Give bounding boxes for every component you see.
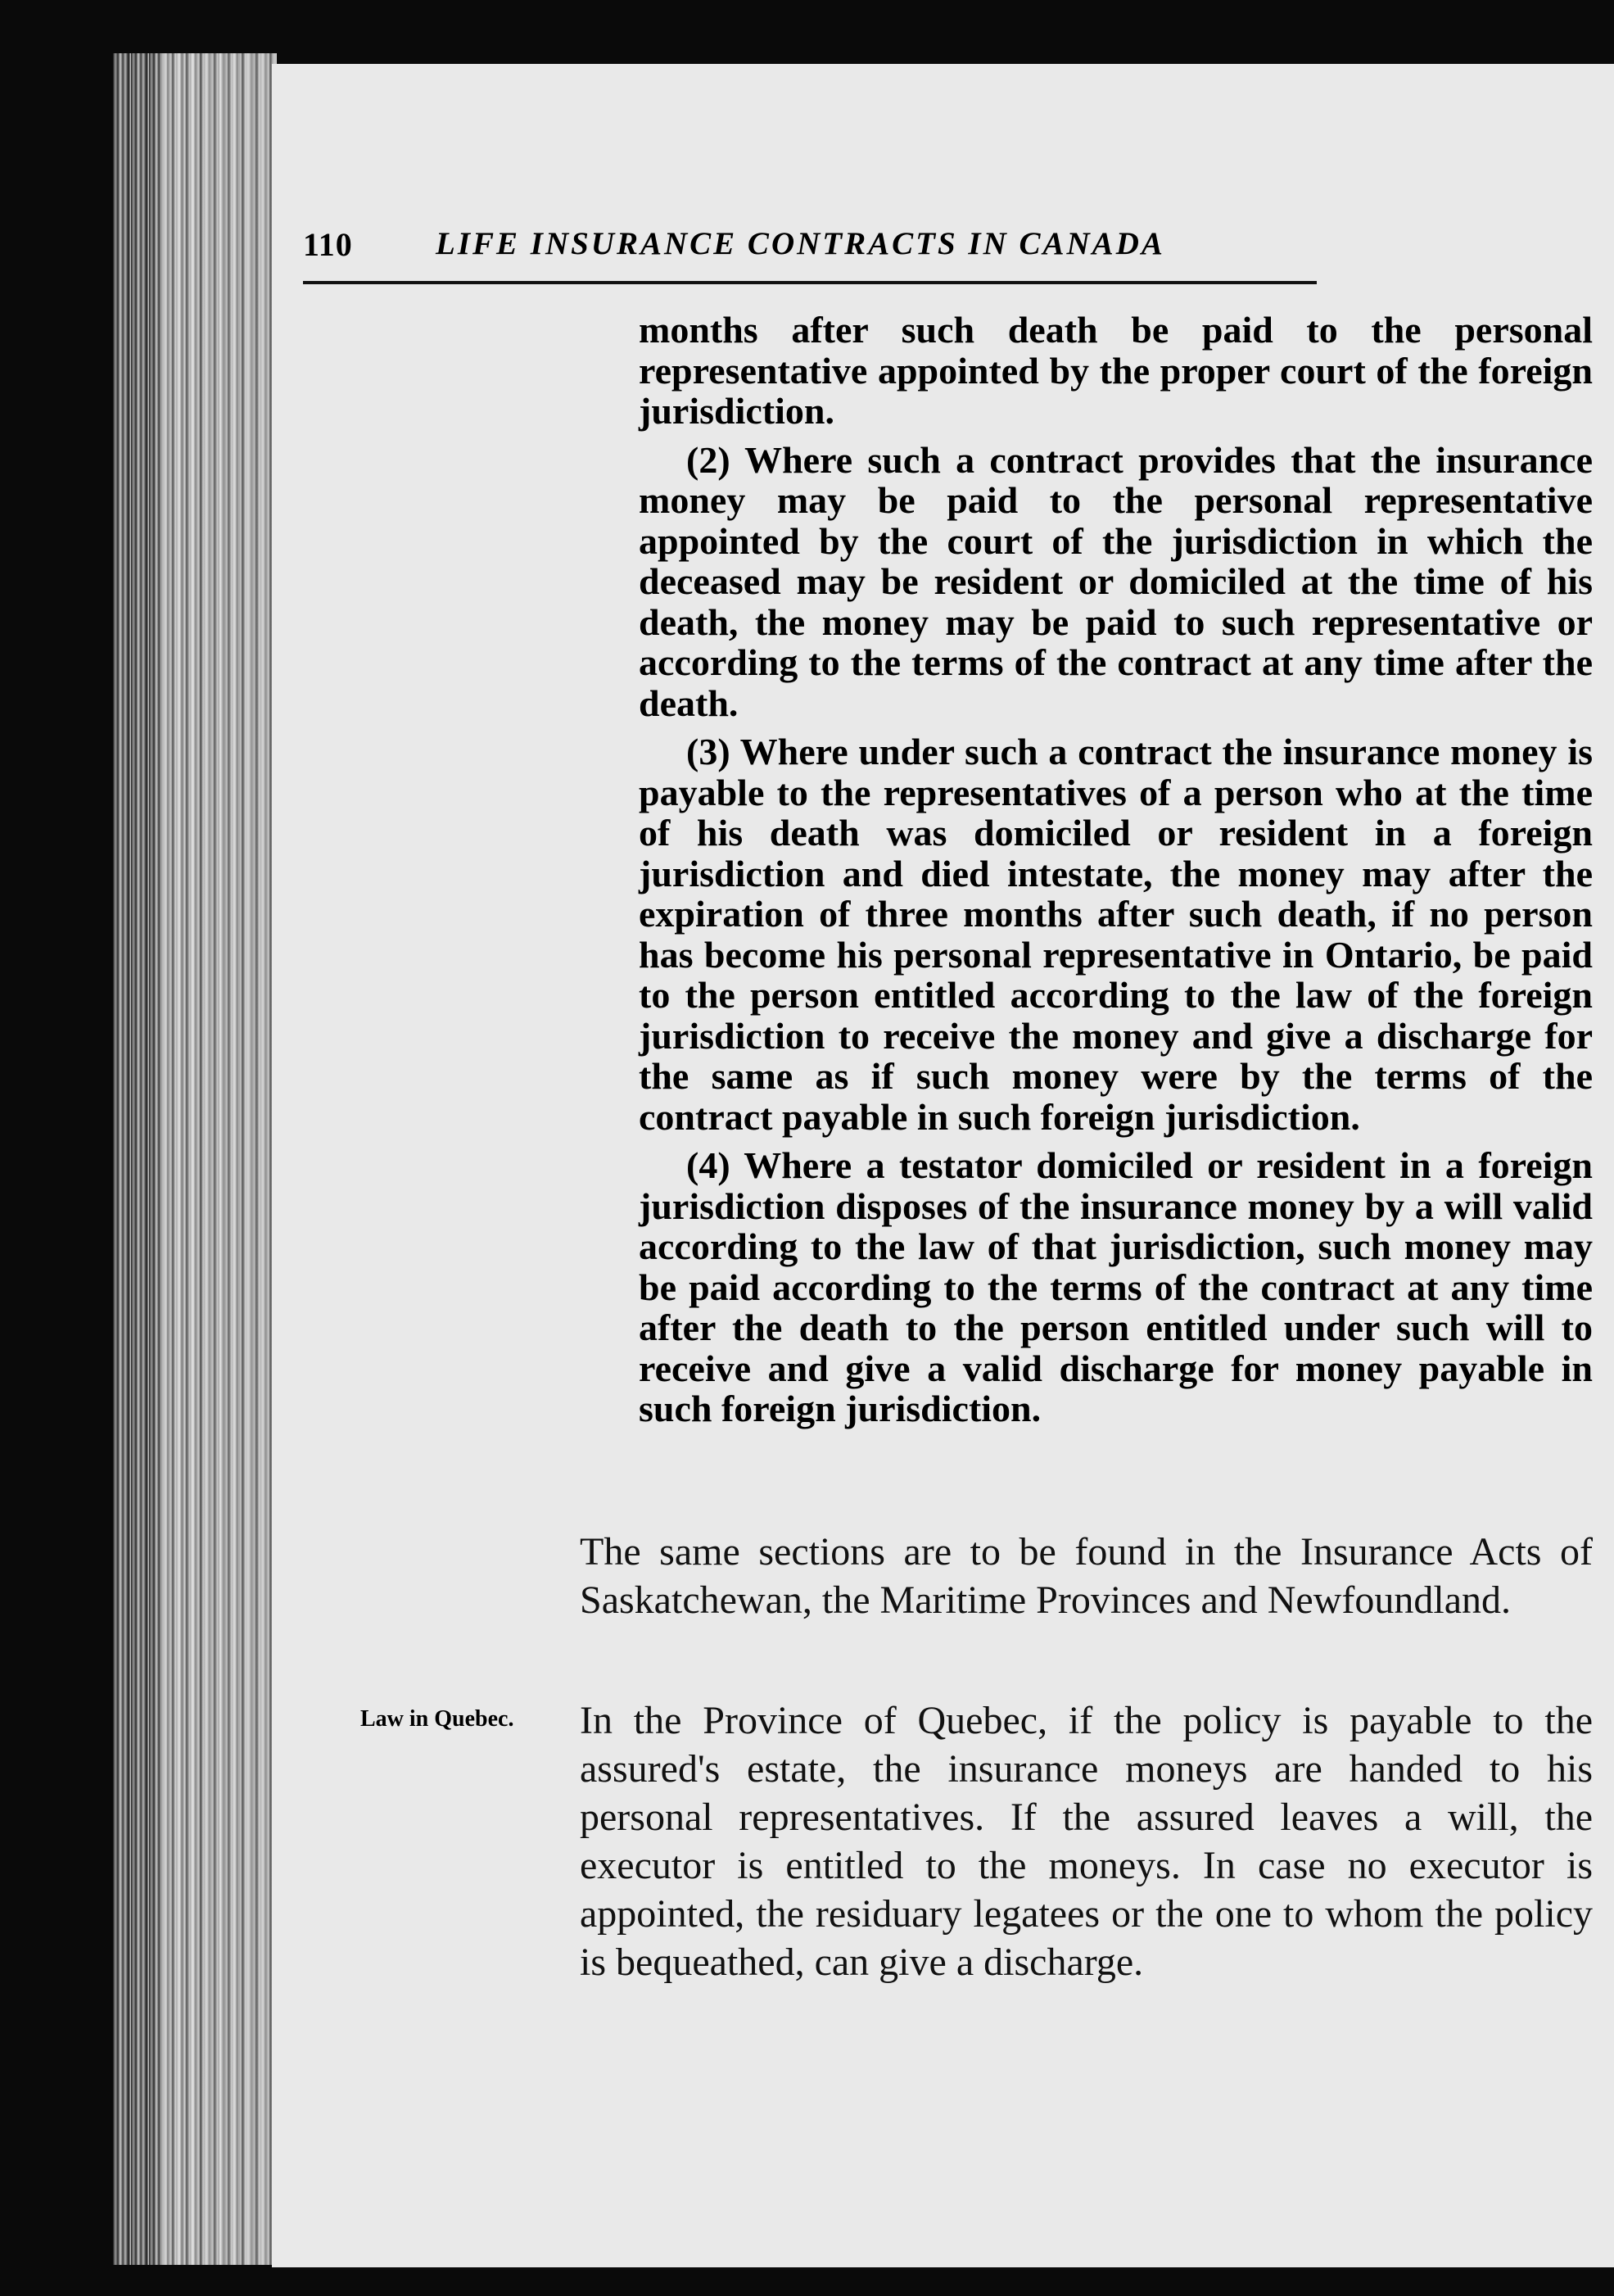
page-edges xyxy=(113,53,277,2265)
header-rule xyxy=(303,281,1317,284)
body-paragraph-same-sections: The same sections are to be found in the Insurance Acts of Saskatchewan, the Maritime Provinces and Newfoundland. xyxy=(580,1530,1593,1622)
body-paragraph-quebec: In the Province of Quebec, if the policy is payable to the assured's estate, the insurance moneys are handed to his personal representatives. If the assured leaves a will, the executor is entitled to the moneys. In case no executor is appointed, the residuary legatees or the one to whom the policy is bequeathed, can give a discharge. xyxy=(580,1699,1593,1984)
statute-subsection-2: (2) Where such a contract provides that the insurance money may be paid to the personal representative appointed by the court of the jurisdiction in which the deceased may be resident or domiciled at the time of his death, the money may be paid to such representative or according to the terms of the contract at any time after the death. xyxy=(639,438,1593,724)
page-edges-inner xyxy=(162,53,277,2265)
margin-note: Law in Quebec. xyxy=(360,1706,514,1732)
running-title: LIFE INSURANCE CONTRACTS IN CANADA xyxy=(436,226,1165,261)
statute-quote xyxy=(639,310,1593,1438)
page-header xyxy=(303,168,1590,266)
statute-subsection-3: (3) Where under such a contract the insurance money is payable to the representatives of a person who at the time of his death was domiciled or resident in a foreign jurisdiction and died intestate, the money may after the expiration of three months after such death, if no person has become his personal representative in Ontario, be paid to the person entitled according to the law of the foreign jurisdiction to receive the money and give a discharge for the same as if such money were by the terms of the contract payable in such foreign jurisdiction. xyxy=(639,731,1593,1138)
statute-subsection-4: (4) Where a testator domiciled or resident in a foreign jurisdiction disposes of the insurance money by a will valid according to the law of that jurisdiction, such money may be paid according to the terms of the contract at any time after the death to the person entitled under such will to receive and give a valid discharge for money payable in such foreign jurisdiction. xyxy=(639,1144,1593,1429)
page-number: 110 xyxy=(303,226,353,263)
statute-paragraph-continued: months after such death be paid to the personal representative appointed by the proper court of the foreign jurisdiction. xyxy=(639,309,1593,432)
